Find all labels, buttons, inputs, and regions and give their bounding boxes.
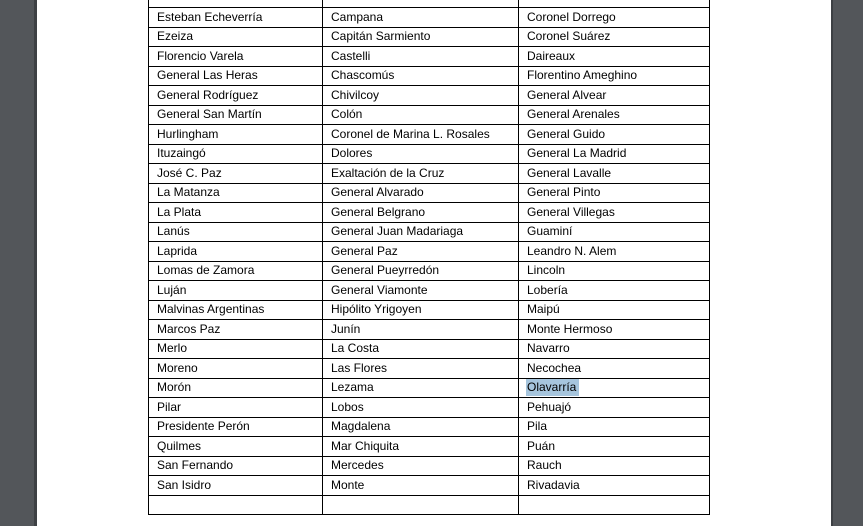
table-cell[interactable] [323, 417, 519, 437]
table-row [149, 261, 710, 281]
cell-text: Coronel de Marina L. Rosales [331, 126, 490, 141]
cell-text: Chascomús [331, 68, 395, 83]
cell-text: Pila [527, 419, 548, 434]
cell-text: Quilmes [157, 438, 202, 453]
table-cell[interactable] [519, 86, 710, 106]
table-cell[interactable] [149, 339, 323, 359]
cell-text: General Juan Madariaga [331, 224, 464, 239]
cell-text: Navarro [527, 341, 570, 356]
table-cell[interactable] [149, 378, 323, 398]
cell-text: Las Flores [331, 360, 388, 375]
cell-text: General Guido [527, 126, 606, 141]
table-cell[interactable] [323, 378, 519, 398]
cell-text: Lezama [331, 380, 374, 395]
table-cell[interactable] [149, 47, 323, 67]
cell-text: Junín [331, 321, 361, 336]
table-row [149, 105, 710, 125]
table-cell[interactable] [323, 183, 519, 203]
table-row [149, 27, 710, 47]
table-cell[interactable] [519, 359, 710, 379]
cell-text: General Alvarado [331, 185, 424, 200]
table-cell[interactable] [519, 242, 710, 262]
municipalities-table [148, 0, 710, 515]
table-row [149, 242, 710, 262]
table-cell[interactable] [519, 222, 710, 242]
table-cell[interactable] [149, 222, 323, 242]
table-cell[interactable] [149, 8, 323, 28]
table-cell[interactable] [323, 125, 519, 145]
table-cell[interactable] [149, 203, 323, 223]
table-cell[interactable] [519, 8, 710, 28]
cell-text: Daireaux [527, 48, 576, 63]
table-row [149, 339, 710, 359]
table-row-partial-bottom [149, 495, 710, 515]
table-cell[interactable] [323, 242, 519, 262]
table-cell[interactable] [519, 476, 710, 496]
table-row [149, 378, 710, 398]
table-cell[interactable] [519, 105, 710, 125]
cell-text: Puán [527, 438, 556, 453]
cell-text: Florencio Varela [157, 48, 244, 63]
table-cell[interactable] [323, 203, 519, 223]
table-cell[interactable] [323, 359, 519, 379]
cell-text: Chivilcoy [331, 87, 380, 102]
cell-text: Rivadavia [527, 477, 580, 492]
cell-text: General San Martín [157, 107, 262, 122]
table-cell[interactable] [149, 300, 323, 320]
table-cell[interactable] [323, 300, 519, 320]
table-cell[interactable] [323, 456, 519, 476]
cell-text: Presidente Perón [157, 419, 250, 434]
cell-text: Dolores [331, 146, 373, 161]
table-cell[interactable] [149, 27, 323, 47]
table-cell[interactable] [149, 320, 323, 340]
table-row [149, 125, 710, 145]
cell-text: Rauch [527, 458, 562, 473]
cell-text: Necochea [527, 360, 582, 375]
cell-text: Colón [331, 107, 363, 122]
cell-text: General Arenales [527, 107, 620, 122]
cell-text: Campana [331, 9, 384, 24]
table-cell[interactable] [519, 203, 710, 223]
table-cell[interactable] [149, 105, 323, 125]
cell-text: Esteban Echeverría [157, 9, 263, 24]
cell-text: General Rodríguez [157, 87, 259, 102]
table-cell[interactable] [323, 144, 519, 164]
table-row [149, 456, 710, 476]
table-cell[interactable] [323, 66, 519, 86]
cell-text: Mercedes [331, 458, 384, 473]
table-cell[interactable] [519, 125, 710, 145]
cell-text: General Belgrano [331, 204, 426, 219]
table-row [149, 183, 710, 203]
table-cell[interactable] [149, 86, 323, 106]
cell-text: Castelli [331, 48, 371, 63]
table-cell[interactable] [519, 339, 710, 359]
cell-text: Lobería [527, 282, 568, 297]
cell-text: San Fernando [157, 458, 234, 473]
table-row-partial-top [149, 0, 710, 8]
table-cell[interactable] [519, 456, 710, 476]
cell-text: Coronel Suárez [527, 29, 611, 44]
table-row [149, 164, 710, 184]
cell-text: La Costa [331, 341, 380, 356]
table-row [149, 320, 710, 340]
table-cell[interactable] [519, 0, 710, 8]
table-row [149, 437, 710, 457]
table-cell[interactable] [519, 144, 710, 164]
table-cell[interactable] [149, 437, 323, 457]
table-cell[interactable] [149, 261, 323, 281]
cell-text: Merlo [157, 341, 188, 356]
table-row [149, 66, 710, 86]
cell-text: General Alvear [527, 87, 607, 102]
table-cell[interactable] [149, 281, 323, 301]
table-row [149, 144, 710, 164]
table-cell[interactable] [323, 476, 519, 496]
cell-text: Lanús [157, 224, 190, 239]
table-cell[interactable] [323, 320, 519, 340]
table-cell[interactable] [149, 456, 323, 476]
table-cell[interactable] [149, 144, 323, 164]
table-cell[interactable] [149, 242, 323, 262]
table-row [149, 359, 710, 379]
cell-text: Pilar [157, 399, 182, 414]
table-row [149, 47, 710, 67]
table-cell[interactable] [519, 164, 710, 184]
cell-text: Monte [331, 477, 365, 492]
cell-text: Marcos Paz [157, 321, 221, 336]
table-row [149, 222, 710, 242]
highlighted-cell-text[interactable]: Olavarría [526, 379, 579, 396]
table-cell[interactable] [519, 27, 710, 47]
table-cell[interactable] [323, 86, 519, 106]
cell-text: Lobos [331, 399, 364, 414]
table-cell[interactable] [519, 417, 710, 437]
cell-text: Laprida [157, 243, 198, 258]
cell-text: General Las Heras [157, 68, 258, 83]
table-cell[interactable] [323, 437, 519, 457]
cell-text: Malvinas Argentinas [157, 302, 265, 317]
cell-text: Hurlingham [157, 126, 219, 141]
table-cell[interactable] [149, 359, 323, 379]
table-cell[interactable] [519, 261, 710, 281]
cell-text: General Viamonte [331, 282, 428, 297]
table-cell[interactable] [519, 398, 710, 418]
cell-text: Guaminí [527, 224, 573, 239]
cell-text: General Paz [331, 243, 398, 258]
table-cell[interactable] [323, 398, 519, 418]
cell-text: La Matanza [157, 185, 220, 200]
cell-text: Exaltación de la Cruz [331, 165, 445, 180]
table-cell[interactable] [149, 164, 323, 184]
table-cell[interactable] [519, 47, 710, 67]
table-row [149, 300, 710, 320]
table-cell[interactable] [519, 66, 710, 86]
cell-text: General Villegas [527, 204, 615, 219]
table-cell[interactable] [519, 437, 710, 457]
table-cell[interactable] [323, 164, 519, 184]
table-row [149, 8, 710, 28]
table-cell[interactable] [149, 495, 323, 515]
table-row [149, 417, 710, 437]
table-cell[interactable] [149, 398, 323, 418]
table-cell[interactable] [519, 378, 710, 398]
table-cell[interactable] [149, 125, 323, 145]
cell-text: Leandro N. Alem [527, 243, 617, 258]
cell-text: Moreno [157, 360, 198, 375]
cell-text: Luján [157, 282, 187, 297]
table-row [149, 476, 710, 496]
cell-text: Maipú [527, 302, 560, 317]
cell-text: Florentino Ameghino [527, 68, 638, 83]
cell-text: San Isidro [157, 477, 212, 492]
cell-text: General Lavalle [527, 165, 612, 180]
cell-text: Ezeiza [157, 29, 194, 44]
table-cell[interactable] [323, 8, 519, 28]
cell-text: José C. Paz [157, 165, 222, 180]
table-row [149, 86, 710, 106]
cell-text: Capitán Sarmiento [331, 29, 431, 44]
table-row [149, 398, 710, 418]
table-cell[interactable] [519, 320, 710, 340]
cell-text: Lomas de Zamora [157, 263, 255, 278]
cell-text: General La Madrid [527, 146, 627, 161]
table-cell[interactable] [149, 417, 323, 437]
table-cell[interactable] [519, 183, 710, 203]
cell-text: Lincoln [527, 263, 566, 278]
table-cell[interactable] [323, 261, 519, 281]
document-page[interactable] [34, 0, 833, 526]
table-cell[interactable] [323, 339, 519, 359]
cell-text: Magdalena [331, 419, 391, 434]
table-cell[interactable] [149, 66, 323, 86]
table-cell[interactable] [149, 0, 323, 8]
table-cell[interactable] [323, 495, 519, 515]
cell-text: General Pueyrredón [331, 263, 440, 278]
cell-text: La Plata [157, 204, 202, 219]
table-cell[interactable] [323, 27, 519, 47]
cell-text: Ituzaingó [157, 146, 206, 161]
cell-text: Coronel Dorrego [527, 9, 616, 24]
table-cell[interactable] [519, 281, 710, 301]
cell-text: General Pinto [527, 185, 601, 200]
table-cell[interactable] [323, 0, 519, 8]
cell-text: Morón [157, 380, 192, 395]
table-cell[interactable] [149, 183, 323, 203]
cell-text: Mar Chiquita [331, 438, 400, 453]
cell-text: Hipólito Yrigoyen [331, 302, 422, 317]
table-cell[interactable] [323, 222, 519, 242]
table-cell[interactable] [323, 47, 519, 67]
table-cell[interactable] [519, 495, 710, 515]
table-cell[interactable] [323, 281, 519, 301]
cell-text: Monte Hermoso [527, 321, 613, 336]
table-cell[interactable] [519, 300, 710, 320]
cell-text: Pehuajó [527, 399, 572, 414]
table-row [149, 203, 710, 223]
table-cell[interactable] [323, 105, 519, 125]
table-cell[interactable] [149, 476, 323, 496]
table-row [149, 281, 710, 301]
